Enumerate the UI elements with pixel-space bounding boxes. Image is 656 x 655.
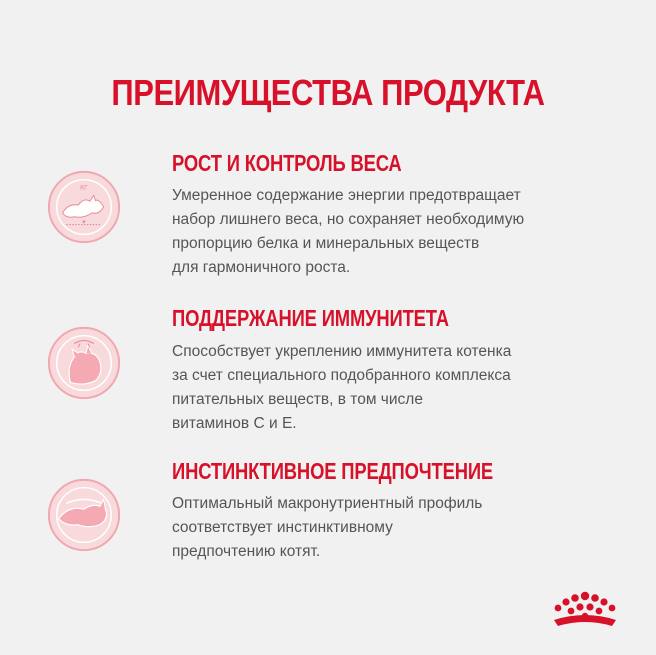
description-line: Оптимальный макронутриентный профиль [172,495,483,512]
description-line: питательных веществ, в том числе [172,391,423,408]
description-line: для гармоничного роста. [172,259,351,276]
description-line: пропорцию белка и минеральных веществ [172,235,480,252]
description-line: Умеренное содержание энергии предотвращает [172,187,521,204]
description-line: набор лишнего веса, но сохраняет необходимую [172,211,525,228]
feature-title: РОСТ И КОНТРОЛЬ ВЕСА [172,150,402,176]
description-line: предпочтению котят. [172,543,321,560]
description-line: Способствует укреплению иммунитета котенка [172,343,512,360]
feature-title: ПОДДЕРЖАНИЕ ИММУНИТЕТА [172,305,449,331]
kitten-weight-scale-icon [45,168,123,246]
kitten-immunity-icon [45,324,123,402]
description-line: витаминов С и Е. [172,415,297,432]
feature-title: ИНСТИНКТИВНОЕ ПРЕДПОЧТЕНИЕ [172,458,494,484]
feature-description [172,340,592,436]
description-line: соответствует инстинктивному [172,519,393,536]
description-line: за счет специального подобранного комплекса [172,367,511,384]
kitten-instinct-icon [45,476,123,554]
royal-canin-crown-logo [540,588,630,638]
page-title: ПРЕИМУЩЕСТВА ПРОДУКТА [111,72,545,113]
feature-description [172,184,592,280]
kg-label: КГ [80,184,88,192]
feature-description [172,492,592,564]
